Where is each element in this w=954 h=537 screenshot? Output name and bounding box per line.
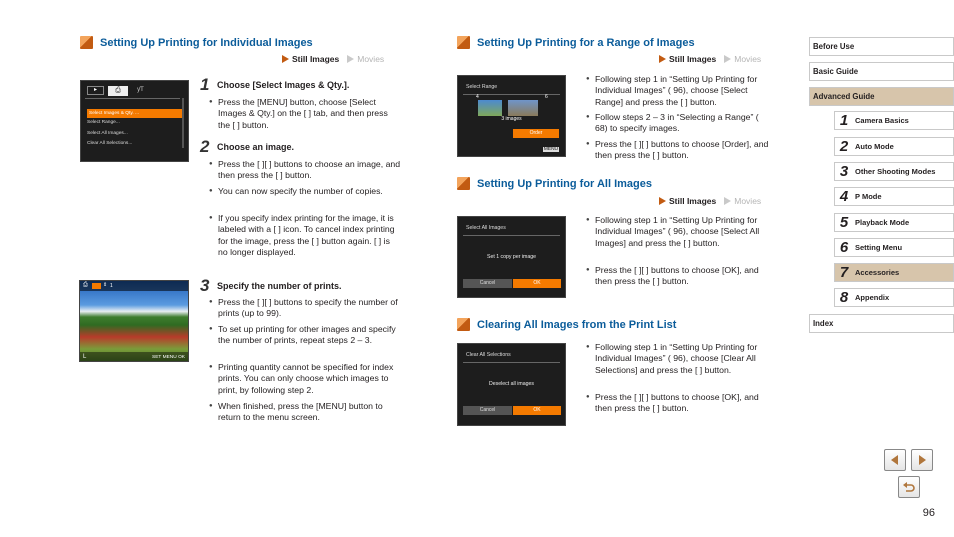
chapter-other-shooting-modes[interactable]: 3 Other Shooting Modes xyxy=(834,162,954,181)
clear-bullet: ● Press the [ ][ ] buttons to choose [OK], and then press the [ ] button. xyxy=(586,392,771,415)
clear-bullet: ● Following step 1 in “Setting Up Printing for Individual Images” ( 96), choose [Clear All Selections] and press the [ ] button. xyxy=(586,342,771,376)
range-bullet: ● Follow steps 2 – 3 in “Selecting a Range” ( 68) to specify images. xyxy=(586,112,771,135)
select-range-screenshot: Select Range 4 6 3 images Order MENU xyxy=(457,75,566,157)
up-down-icon: ⇕ xyxy=(103,282,108,288)
print-menu-screenshot xyxy=(80,80,189,162)
step-2-bullet: ● Press the [ ][ ] buttons to choose an image, and then press the [ ] button. xyxy=(209,159,401,182)
chapter-camera-basics[interactable]: 1 Camera Basics xyxy=(834,111,954,130)
cancel-button[interactable]: Cancel xyxy=(463,279,512,288)
range-bullet: ● Following step 1 in “Setting Up Printing for Individual Images” ( 96), choose [Select Range] and press the [ ] button. xyxy=(586,74,771,108)
range-bullet: ● Press the [ ][ ] buttons to choose [Order], and then press the [ ] button. xyxy=(586,139,771,162)
all-bullet: ● Following step 1 in “Setting Up Printing for Individual Images” ( 96), choose [Select All Images] and press the [ ] button. xyxy=(586,215,771,249)
movies-icon xyxy=(724,197,731,205)
section-icon xyxy=(80,36,93,49)
still-images-icon xyxy=(659,197,666,205)
image-size-label: L xyxy=(83,354,87,360)
availability-range: Still Images Movies xyxy=(659,54,761,64)
still-images-icon xyxy=(282,55,289,63)
step-1: 1 Choose [Select Images & Qty.]. xyxy=(200,75,350,94)
return-icon xyxy=(902,481,916,493)
availability-all: Still Images Movies xyxy=(659,196,761,206)
chapter-setting-menu[interactable]: 6 Setting Menu xyxy=(834,238,954,257)
menu-item-clear-all[interactable]: Clear All Selections... xyxy=(87,141,133,146)
step-2-bullet: ● If you specify index printing for the image, it is labeled with a [ ] icon. To cancel index printing for the image, press the [ ] button again. [ ] is no longer displayed. xyxy=(209,213,401,259)
order-button[interactable]: Order xyxy=(513,129,559,138)
arrow-left-icon xyxy=(889,454,901,466)
range-thumb-end xyxy=(508,100,538,116)
cancel-button[interactable]: Cancel xyxy=(463,406,512,415)
next-page-button[interactable] xyxy=(911,449,933,471)
return-button[interactable] xyxy=(898,476,920,498)
all-bullet: ● Press the [ ][ ] buttons to choose [OK], and then press the [ ] button. xyxy=(586,265,771,288)
nav-before-use[interactable]: Before Use xyxy=(809,37,954,56)
previous-page-button[interactable] xyxy=(884,449,906,471)
nav-basic-guide[interactable]: Basic Guide xyxy=(809,62,954,81)
page-number: 96 xyxy=(922,507,935,519)
print-count: 1 xyxy=(110,283,113,289)
movies-icon xyxy=(347,55,354,63)
menu-return-label: MENU xyxy=(543,147,558,152)
menu-item-select-range[interactable]: Select Range... xyxy=(87,120,120,125)
availability-individual: Still Images Movies xyxy=(282,54,384,64)
step-1-bullet: ● Press the [MENU] button, choose [Select Images & Qty.] on the [ ] tab, and then press the [ ] button. xyxy=(209,97,401,131)
menu-item-select-all[interactable]: Select All Images... xyxy=(87,131,128,136)
nav-index[interactable]: Index xyxy=(809,314,954,333)
print-photo-screenshot xyxy=(79,280,189,362)
chapter-appendix[interactable]: 8 Appendix xyxy=(834,288,954,307)
arrow-right-icon xyxy=(916,454,928,466)
menu-item-select-images[interactable]: Select Images & Qty. ... xyxy=(87,109,183,118)
playback-tab-icon: ▸ xyxy=(87,86,104,95)
chapter-playback-mode[interactable]: 5 Playback Mode xyxy=(834,213,954,232)
section-title-clear: Clearing All Images from the Print List xyxy=(457,318,676,331)
menu-scrollbar xyxy=(182,98,184,148)
step-2: 2 Choose an image. xyxy=(200,137,295,156)
print-icon: ⎙ xyxy=(83,282,88,288)
section-icon xyxy=(457,318,470,331)
chapter-auto-mode[interactable]: 2 Auto Mode xyxy=(834,137,954,156)
step-3-bullet: ● When finished, press the [MENU] button to return to the menu screen. xyxy=(209,401,401,424)
settings-tab-icon: ƴT xyxy=(137,87,144,93)
step-2-bullet: ● You can now specify the number of copies. xyxy=(209,186,401,197)
nav-advanced-guide[interactable]: Advanced Guide xyxy=(809,87,954,106)
section-icon xyxy=(457,177,470,190)
movies-icon xyxy=(724,55,731,63)
clear-all-screenshot: Clear All Selections Deselect all images Cancel OK xyxy=(457,343,566,426)
chapter-accessories[interactable]: 7 Accessories xyxy=(834,263,954,282)
step-3-bullet: ● To set up printing for other images and specify the number of prints, repeat steps 2 – 3. xyxy=(209,324,401,347)
step-3-bullet: ● Printing quantity cannot be specified for index prints. You can only choose which images to print, by following step 2. xyxy=(209,362,401,396)
section-title-all: Setting Up Printing for All Images xyxy=(457,177,652,190)
chapter-p-mode[interactable]: 4 P Mode xyxy=(834,187,954,206)
section-title-individual: Setting Up Printing for Individual Images xyxy=(80,36,313,49)
section-icon xyxy=(457,36,470,49)
ok-button[interactable]: OK xyxy=(513,406,561,415)
step-3: 3 Specify the number of prints. xyxy=(200,276,342,295)
quantity-box xyxy=(92,283,101,289)
section-title-range: Setting Up Printing for a Range of Images xyxy=(457,36,695,49)
select-all-screenshot: Select All Images Set 1 copy per image Cancel OK xyxy=(457,216,566,298)
bottom-controls: SET MENU OK xyxy=(152,355,185,360)
range-thumb-start xyxy=(478,100,502,116)
step-3-bullet: ● Press the [ ][ ] buttons to specify the number of prints (up to 99). xyxy=(209,297,401,320)
ok-button[interactable]: OK xyxy=(513,279,561,288)
still-images-icon xyxy=(659,55,666,63)
print-tab-icon: ⎙ xyxy=(108,86,128,96)
